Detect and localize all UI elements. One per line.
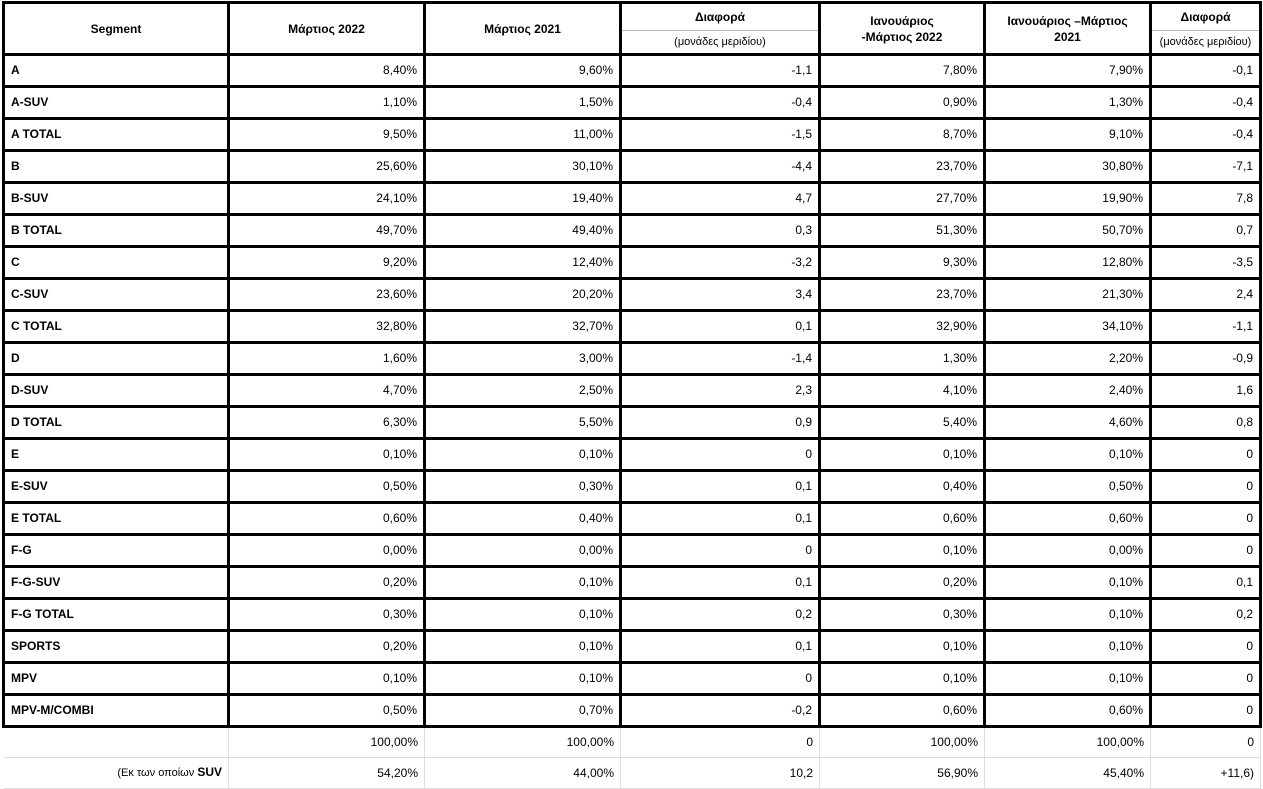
cell-mar2021: 20,20% xyxy=(425,279,621,311)
cell-mar2021: 11,00% xyxy=(425,119,621,151)
cell-janmar2022: 0,10% xyxy=(820,439,985,471)
cell-mar2021: 0,00% xyxy=(425,535,621,567)
cell-diff-ytd: -3,5 xyxy=(1151,247,1261,279)
total-diff: 0 xyxy=(621,727,820,758)
cell-mar2021: 0,10% xyxy=(425,663,621,695)
cell-diff-ytd: 2,4 xyxy=(1151,279,1261,311)
header-march-2022: Μάρτιος 2022 xyxy=(229,3,425,55)
total-label xyxy=(4,727,229,758)
cell-diff: 4,7 xyxy=(621,183,820,215)
cell-segment: D TOTAL xyxy=(4,407,229,439)
table-row xyxy=(4,503,1261,535)
cell-diff-ytd: 0,7 xyxy=(1151,215,1261,247)
table-row xyxy=(4,375,1261,407)
cell-diff-ytd: 1,6 xyxy=(1151,375,1261,407)
cell-janmar2022: 1,30% xyxy=(820,343,985,375)
cell-janmar2021: 0,10% xyxy=(985,663,1151,695)
cell-mar2021: 5,50% xyxy=(425,407,621,439)
cell-mar2022: 9,50% xyxy=(229,119,425,151)
table-row xyxy=(4,599,1261,631)
cell-janmar2021: 50,70% xyxy=(985,215,1151,247)
cell-janmar2022: 23,70% xyxy=(820,151,985,183)
cell-segment: C xyxy=(4,247,229,279)
cell-janmar2022: 9,30% xyxy=(820,247,985,279)
cell-mar2022: 0,10% xyxy=(229,439,425,471)
cell-diff: 0 xyxy=(621,439,820,471)
suv-diff: 10,2 xyxy=(621,758,820,789)
cell-mar2022: 8,40% xyxy=(229,55,425,87)
cell-diff: -3,2 xyxy=(621,247,820,279)
cell-janmar2022: 0,30% xyxy=(820,599,985,631)
cell-diff-ytd: 0,2 xyxy=(1151,599,1261,631)
header-difference-ytd: Διαφορά xyxy=(1151,3,1261,31)
cell-mar2022: 25,60% xyxy=(229,151,425,183)
cell-janmar2022: 32,90% xyxy=(820,311,985,343)
cell-segment: D-SUV xyxy=(4,375,229,407)
cell-diff: 0,1 xyxy=(621,567,820,599)
cell-diff: -1,1 xyxy=(621,55,820,87)
cell-janmar2021: 2,20% xyxy=(985,343,1151,375)
cell-diff: -1,5 xyxy=(621,119,820,151)
cell-mar2021: 12,40% xyxy=(425,247,621,279)
cell-mar2022: 1,10% xyxy=(229,87,425,119)
header-jan-mar-2021-line1: Ιανουάριος –Μάρτιος xyxy=(1007,13,1128,28)
cell-janmar2021: 0,10% xyxy=(985,631,1151,663)
cell-diff-ytd: 0 xyxy=(1151,503,1261,535)
cell-janmar2021: 12,80% xyxy=(985,247,1151,279)
cell-janmar2021: 21,30% xyxy=(985,279,1151,311)
suv-label-bold: SUV xyxy=(197,765,222,779)
cell-mar2021: 32,70% xyxy=(425,311,621,343)
cell-diff: -0,4 xyxy=(621,87,820,119)
cell-janmar2021: 0,60% xyxy=(985,503,1151,535)
cell-diff: 0,9 xyxy=(621,407,820,439)
table-row xyxy=(4,567,1261,599)
table-row xyxy=(4,663,1261,695)
table-row xyxy=(4,279,1261,311)
cell-segment: B xyxy=(4,151,229,183)
header-jan-mar-2022 xyxy=(820,3,985,55)
table-row xyxy=(4,87,1261,119)
cell-segment: F-G TOTAL xyxy=(4,599,229,631)
total-diff-ytd: 0 xyxy=(1151,727,1261,758)
header-jan-mar-2022-line2: -Μάρτιος 2022 xyxy=(861,29,943,44)
cell-diff-ytd: 0,8 xyxy=(1151,407,1261,439)
cell-janmar2022: 0,10% xyxy=(820,663,985,695)
cell-mar2022: 6,30% xyxy=(229,407,425,439)
suv-label-prefix: (Εκ των οποίων xyxy=(117,767,198,779)
cell-diff: 0 xyxy=(621,663,820,695)
table-row xyxy=(4,55,1261,87)
header-difference-ytd-unit: (μονάδες μεριδίου) xyxy=(1151,31,1261,55)
suv-diff-ytd: +11,6) xyxy=(1151,758,1261,789)
cell-janmar2022: 51,30% xyxy=(820,215,985,247)
cell-segment: C TOTAL xyxy=(4,311,229,343)
cell-diff-ytd: 7,8 xyxy=(1151,183,1261,215)
cell-mar2022: 0,20% xyxy=(229,567,425,599)
header-jan-mar-2021 xyxy=(985,3,1151,55)
table-row xyxy=(4,695,1261,727)
cell-mar2021: 2,50% xyxy=(425,375,621,407)
cell-diff: 0,1 xyxy=(621,311,820,343)
table-body xyxy=(4,55,1261,727)
cell-diff: -1,4 xyxy=(621,343,820,375)
cell-mar2022: 32,80% xyxy=(229,311,425,343)
cell-diff: 0,1 xyxy=(621,631,820,663)
suv-janmar2021: 45,40% xyxy=(985,758,1151,789)
header-difference: Διαφορά xyxy=(621,3,820,31)
cell-mar2022: 24,10% xyxy=(229,183,425,215)
cell-mar2021: 0,70% xyxy=(425,695,621,727)
cell-janmar2021: 34,10% xyxy=(985,311,1151,343)
cell-mar2022: 1,60% xyxy=(229,343,425,375)
cell-diff-ytd: 0 xyxy=(1151,439,1261,471)
header-jan-mar-2022-line1: Ιανουάριος xyxy=(870,13,934,28)
cell-segment: SPORTS xyxy=(4,631,229,663)
header-difference-unit: (μονάδες μεριδίου) xyxy=(621,31,820,55)
table-row xyxy=(4,151,1261,183)
market-share-table-container xyxy=(2,1,1262,789)
suv-mar2021: 44,00% xyxy=(425,758,621,789)
table-row xyxy=(4,535,1261,567)
table-row xyxy=(4,439,1261,471)
cell-janmar2021: 0,10% xyxy=(985,439,1151,471)
cell-diff: 3,4 xyxy=(621,279,820,311)
suv-mar2022: 54,20% xyxy=(229,758,425,789)
cell-mar2021: 0,10% xyxy=(425,439,621,471)
total-janmar2021: 100,00% xyxy=(985,727,1151,758)
cell-janmar2021: 0,10% xyxy=(985,567,1151,599)
cell-mar2022: 4,70% xyxy=(229,375,425,407)
cell-segment: B-SUV xyxy=(4,183,229,215)
cell-segment: MPV xyxy=(4,663,229,695)
cell-janmar2022: 5,40% xyxy=(820,407,985,439)
table-row xyxy=(4,631,1261,663)
cell-diff-ytd: -0,9 xyxy=(1151,343,1261,375)
cell-mar2022: 9,20% xyxy=(229,247,425,279)
cell-mar2022: 0,00% xyxy=(229,535,425,567)
cell-mar2022: 0,50% xyxy=(229,695,425,727)
cell-mar2021: 0,40% xyxy=(425,503,621,535)
cell-diff-ytd: 0 xyxy=(1151,471,1261,503)
cell-segment: C-SUV xyxy=(4,279,229,311)
suv-row xyxy=(4,758,1261,789)
cell-janmar2021: 7,90% xyxy=(985,55,1151,87)
cell-diff-ytd: -0,1 xyxy=(1151,55,1261,87)
cell-janmar2022: 27,70% xyxy=(820,183,985,215)
cell-janmar2021: 0,60% xyxy=(985,695,1151,727)
cell-diff-ytd: 0 xyxy=(1151,695,1261,727)
cell-diff: -4,4 xyxy=(621,151,820,183)
cell-diff-ytd: -1,1 xyxy=(1151,311,1261,343)
table-row xyxy=(4,215,1261,247)
cell-diff-ytd: -7,1 xyxy=(1151,151,1261,183)
cell-diff-ytd: 0,1 xyxy=(1151,567,1261,599)
cell-janmar2021: 30,80% xyxy=(985,151,1151,183)
cell-segment: B TOTAL xyxy=(4,215,229,247)
cell-segment: F-G xyxy=(4,535,229,567)
suv-label xyxy=(4,758,229,789)
cell-janmar2022: 0,10% xyxy=(820,631,985,663)
cell-segment: A xyxy=(4,55,229,87)
table-row xyxy=(4,471,1261,503)
total-janmar2022: 100,00% xyxy=(820,727,985,758)
cell-janmar2021: 1,30% xyxy=(985,87,1151,119)
header-jan-mar-2021-line2: 2021 xyxy=(1054,29,1081,44)
table-row xyxy=(4,343,1261,375)
cell-diff: 0,2 xyxy=(621,599,820,631)
total-row xyxy=(4,727,1261,758)
cell-mar2022: 0,50% xyxy=(229,471,425,503)
cell-diff: -0,2 xyxy=(621,695,820,727)
cell-segment: E-SUV xyxy=(4,471,229,503)
cell-janmar2022: 23,70% xyxy=(820,279,985,311)
table-footer xyxy=(4,727,1261,789)
cell-segment: D xyxy=(4,343,229,375)
cell-diff: 0,3 xyxy=(621,215,820,247)
cell-janmar2022: 0,10% xyxy=(820,535,985,567)
cell-mar2021: 0,10% xyxy=(425,631,621,663)
cell-mar2022: 0,60% xyxy=(229,503,425,535)
cell-janmar2021: 19,90% xyxy=(985,183,1151,215)
cell-mar2021: 49,40% xyxy=(425,215,621,247)
cell-janmar2021: 0,50% xyxy=(985,471,1151,503)
cell-mar2021: 1,50% xyxy=(425,87,621,119)
cell-janmar2022: 0,60% xyxy=(820,695,985,727)
cell-janmar2022: 0,20% xyxy=(820,567,985,599)
table-row xyxy=(4,183,1261,215)
cell-janmar2022: 0,60% xyxy=(820,503,985,535)
cell-segment: E TOTAL xyxy=(4,503,229,535)
cell-segment: F-G-SUV xyxy=(4,567,229,599)
cell-janmar2021: 0,00% xyxy=(985,535,1151,567)
cell-mar2021: 0,30% xyxy=(425,471,621,503)
cell-diff-ytd: -0,4 xyxy=(1151,87,1261,119)
cell-janmar2021: 4,60% xyxy=(985,407,1151,439)
cell-diff-ytd: 0 xyxy=(1151,535,1261,567)
total-mar2022: 100,00% xyxy=(229,727,425,758)
cell-diff: 0,1 xyxy=(621,471,820,503)
table-row xyxy=(4,119,1261,151)
cell-mar2021: 19,40% xyxy=(425,183,621,215)
cell-janmar2022: 8,70% xyxy=(820,119,985,151)
cell-janmar2022: 0,40% xyxy=(820,471,985,503)
cell-janmar2022: 4,10% xyxy=(820,375,985,407)
cell-mar2022: 0,10% xyxy=(229,663,425,695)
cell-janmar2022: 7,80% xyxy=(820,55,985,87)
cell-diff: 0,1 xyxy=(621,503,820,535)
cell-diff-ytd: -0,4 xyxy=(1151,119,1261,151)
cell-janmar2022: 0,90% xyxy=(820,87,985,119)
table-header xyxy=(4,3,1261,55)
cell-mar2022: 0,20% xyxy=(229,631,425,663)
cell-segment: MPV-M/COMBI xyxy=(4,695,229,727)
cell-mar2021: 9,60% xyxy=(425,55,621,87)
cell-segment: A-SUV xyxy=(4,87,229,119)
cell-segment: A TOTAL xyxy=(4,119,229,151)
cell-mar2021: 3,00% xyxy=(425,343,621,375)
cell-diff: 2,3 xyxy=(621,375,820,407)
cell-diff-ytd: 0 xyxy=(1151,663,1261,695)
cell-diff-ytd: 0 xyxy=(1151,631,1261,663)
total-mar2021: 100,00% xyxy=(425,727,621,758)
table-row xyxy=(4,311,1261,343)
table-row xyxy=(4,247,1261,279)
header-segment: Segment xyxy=(4,3,229,55)
suv-janmar2022: 56,90% xyxy=(820,758,985,789)
cell-janmar2021: 0,10% xyxy=(985,599,1151,631)
cell-mar2022: 0,30% xyxy=(229,599,425,631)
cell-mar2022: 49,70% xyxy=(229,215,425,247)
cell-mar2022: 23,60% xyxy=(229,279,425,311)
cell-diff: 0 xyxy=(621,535,820,567)
cell-janmar2021: 2,40% xyxy=(985,375,1151,407)
cell-segment: E xyxy=(4,439,229,471)
cell-mar2021: 30,10% xyxy=(425,151,621,183)
header-march-2021: Μάρτιος 2021 xyxy=(425,3,621,55)
cell-mar2021: 0,10% xyxy=(425,567,621,599)
cell-janmar2021: 9,10% xyxy=(985,119,1151,151)
segment-share-table xyxy=(2,1,1262,789)
cell-mar2021: 0,10% xyxy=(425,599,621,631)
table-row xyxy=(4,407,1261,439)
